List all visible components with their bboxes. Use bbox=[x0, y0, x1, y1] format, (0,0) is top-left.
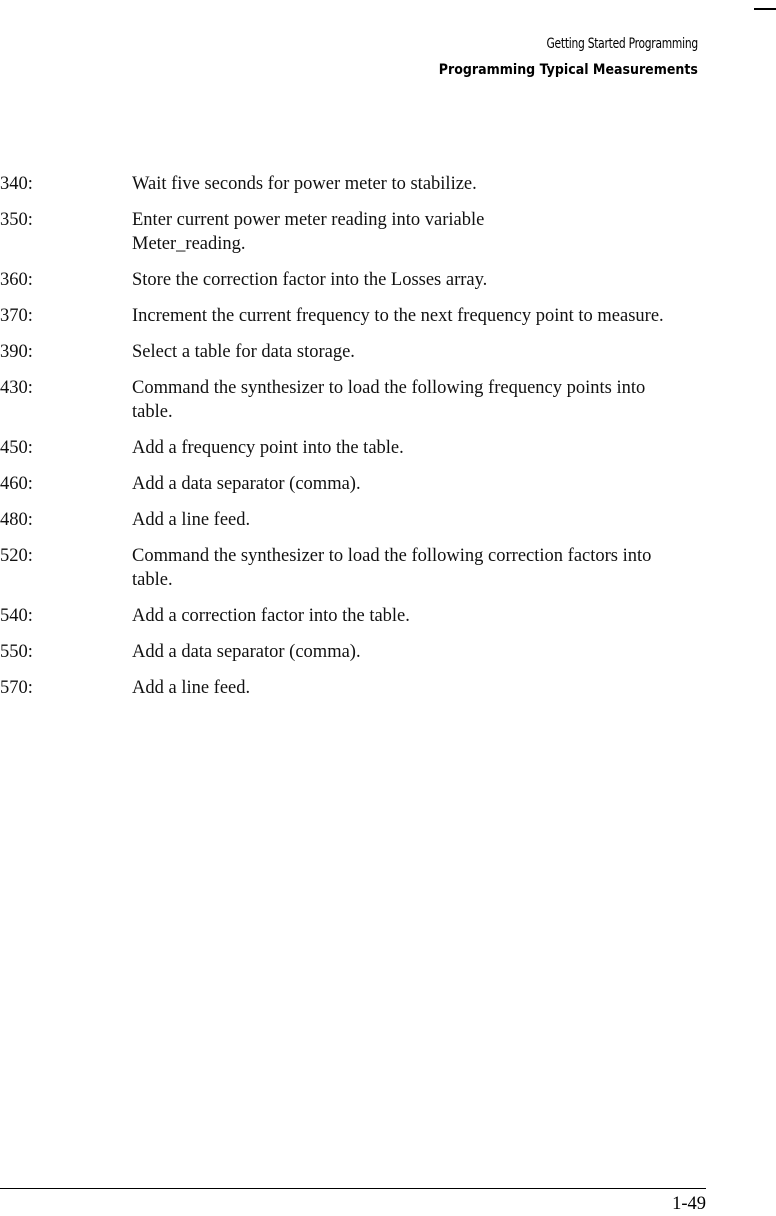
line-description: Enter current power meter reading into variable Meter_reading. bbox=[132, 210, 485, 254]
section-title: Programming Typical Measurements bbox=[438, 62, 698, 78]
line-description: Store the correction factor into the Losses array. bbox=[132, 270, 488, 290]
list-item bbox=[0, 172, 720, 196]
line-number: 550: bbox=[0, 642, 33, 662]
list-item bbox=[0, 340, 720, 364]
list-item bbox=[0, 544, 720, 592]
line-description: Command the synthesizer to load the following correction factors into table. bbox=[132, 546, 652, 590]
list-item bbox=[0, 676, 720, 700]
line-number: 390: bbox=[0, 342, 33, 362]
line-description: Wait five seconds for power meter to stabilize. bbox=[132, 174, 477, 194]
chapter-title: Getting Started Programming bbox=[546, 36, 698, 52]
line-description: Add a line feed. bbox=[132, 510, 251, 530]
line-description: Select a table for data storage. bbox=[132, 342, 355, 362]
line-number: 340: bbox=[0, 174, 33, 194]
line-description: Add a correction factor into the table. bbox=[132, 606, 410, 626]
footer-rule bbox=[0, 1188, 706, 1189]
list-item bbox=[0, 508, 720, 532]
line-number: 350: bbox=[0, 210, 33, 230]
list-item bbox=[0, 376, 720, 424]
line-description: Add a frequency point into the table. bbox=[132, 438, 404, 458]
line-number: 540: bbox=[0, 606, 33, 626]
line-number: 460: bbox=[0, 474, 33, 494]
line-description: Add a data separator (comma). bbox=[132, 474, 361, 494]
list-item bbox=[0, 472, 720, 496]
line-number: 570: bbox=[0, 678, 33, 698]
list-item bbox=[0, 268, 720, 292]
page-number: 1-49 bbox=[672, 1194, 706, 1214]
list-item bbox=[0, 640, 720, 664]
line-description: Increment the current frequency to the next frequency point to measure. bbox=[132, 306, 664, 326]
line-number: 430: bbox=[0, 378, 33, 398]
list-item bbox=[0, 208, 720, 256]
line-description: Add a data separator (comma). bbox=[132, 642, 361, 662]
line-number: 360: bbox=[0, 270, 33, 290]
line-description-list bbox=[0, 172, 720, 712]
list-item bbox=[0, 304, 720, 328]
line-number: 370: bbox=[0, 306, 33, 326]
line-description: Add a line feed. bbox=[132, 678, 251, 698]
list-item bbox=[0, 604, 720, 628]
line-number: 480: bbox=[0, 510, 33, 530]
line-number: 520: bbox=[0, 546, 33, 566]
page-header bbox=[410, 33, 698, 81]
corner-mark bbox=[754, 8, 776, 10]
line-description: Command the synthesizer to load the following frequency points into table. bbox=[132, 378, 646, 422]
list-item bbox=[0, 436, 720, 460]
line-number: 450: bbox=[0, 438, 33, 458]
